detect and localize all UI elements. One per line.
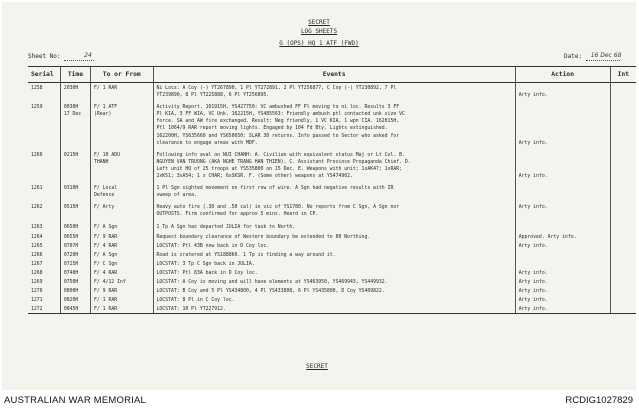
log-cell-to-from: [91, 277, 154, 286]
cell-line: [519, 125, 607, 132]
cell-line: F/ 1 RAR: [94, 307, 118, 313]
log-cell-to-from: [91, 304, 154, 314]
log-entry-row: [28, 231, 636, 241]
sheet-number-value: 24: [84, 52, 92, 59]
cell-line: LOCSTAT: A Coy is moving and will have elements at YS463950, YS469943, YS449932.: [156, 280, 388, 286]
log-cell-events: [153, 83, 515, 100]
sheet-number-label: Sheet No:: [28, 53, 61, 60]
log-cell-int: [610, 295, 636, 304]
cell-line: THANH: [94, 159, 109, 165]
log-cell-action: [515, 199, 610, 218]
cell-line: 1259: [31, 105, 43, 111]
log-cell-events: [153, 99, 515, 147]
cell-line: Activity Report. 161915H, YS427750: VC ambushed FF Pl moving to ni loc. Results 3 FF: [156, 105, 400, 111]
sheet-number: [28, 53, 94, 61]
log-cell-time: [60, 83, 90, 100]
cell-line: 0820H: [63, 298, 79, 304]
log-entry-row: [28, 295, 636, 304]
log-cell-serial: [28, 286, 60, 295]
date-value: 16 Dec 68: [590, 52, 622, 59]
log-cell-action: [515, 147, 610, 180]
log-cell-time: [60, 231, 90, 241]
cell-line: Road is cratered at YS188860. 1 Tp is finding a way around it.: [156, 252, 336, 258]
cell-line: 1268: [31, 270, 43, 276]
cell-line: Arty info.: [518, 298, 548, 304]
col-to-from: To or From: [91, 67, 154, 83]
log-cell-action: [515, 219, 610, 231]
cell-line: clearance to engage areas with MDF.: [156, 140, 258, 146]
cell-line: 1262: [31, 205, 43, 211]
cell-line: 1264: [31, 234, 43, 240]
cell-line: 1258: [31, 86, 43, 91]
cell-line: F/ 1 RAR: [94, 298, 118, 304]
cell-line: 1270: [31, 289, 43, 295]
log-cell-int: [610, 199, 636, 218]
log-cell-to-from: [91, 259, 154, 268]
log-cell-events: [153, 295, 515, 304]
log-cell-serial: [28, 231, 60, 241]
archive-footer: [0, 392, 639, 413]
cell-line: Heavy auto fire (.30 and .50 cal) in vic of YS1780. No reports from C Sgn, A Sgn nor: [156, 205, 400, 211]
cell-line: 0750H: [63, 280, 79, 286]
log-cell-events: [153, 219, 515, 231]
cell-line: F/ 9 RAR: [94, 289, 118, 295]
log-entry-row: [28, 277, 636, 286]
cell-line: F/ 4 RAR: [94, 270, 118, 276]
cell-line: F/ 4 RAR: [94, 243, 118, 249]
cell-line: 0720H: [63, 252, 79, 258]
archive-name: AUSTRALIAN WAR MEMORIAL: [4, 395, 147, 406]
log-cell-events: [153, 250, 515, 259]
cell-line: LOCSTAT: Ptl 43B now back in D Coy loc.: [156, 243, 270, 249]
document-title: LOG SHEETS: [300, 28, 338, 35]
log-cell-int: [610, 277, 636, 286]
cell-line: Left unit HQ of 25 troops at YS535800 on 15 Dec. E. Weapons with unit; 1xAK47; 1xRAR;: [156, 166, 402, 172]
cell-line: [519, 85, 607, 92]
cell-line: 1269: [31, 280, 43, 286]
cell-line: 0655H: [63, 234, 79, 240]
log-cell-time: [60, 147, 90, 180]
log-cell-to-from: [91, 295, 154, 304]
cell-line: 1261: [31, 186, 43, 192]
log-cell-serial: [28, 180, 60, 199]
log-cell-serial: [28, 199, 60, 218]
log-cell-int: [610, 147, 636, 180]
cell-line: 17 Dec: [63, 112, 82, 118]
log-cell-action: [515, 180, 610, 199]
cell-line: [519, 104, 607, 111]
log-entry-row: [28, 180, 636, 199]
cell-line: Ptl 1064/9 RAR report moving lights. Engaged by 104 Fd Bty. Lights extinguished.: [156, 126, 388, 132]
log-cell-int: [610, 268, 636, 277]
log-cell-serial: [28, 277, 60, 286]
log-cell-serial: [28, 250, 60, 259]
cell-line: F/ 9 RAR: [94, 234, 118, 240]
log-entry-row: [28, 99, 636, 147]
cell-line: [519, 118, 607, 125]
log-cell-int: [610, 286, 636, 295]
cell-line: 0800H: [63, 289, 79, 295]
log-cell-int: [610, 250, 636, 259]
log-cell-action: [515, 268, 610, 277]
cell-line: [519, 224, 607, 231]
log-cell-to-from: [91, 99, 154, 147]
log-entry-row: [28, 268, 636, 277]
log-cell-serial: [28, 295, 60, 304]
cell-line: F/ A Sgn: [94, 252, 118, 258]
cell-line: Arty info.: [518, 243, 548, 249]
log-entry-row: [28, 199, 636, 218]
log-cell-time: [60, 250, 90, 259]
log-cell-events: [153, 231, 515, 241]
log-cell-serial: [28, 241, 60, 250]
log-cell-to-from: [91, 83, 154, 100]
cell-line: Arty info.: [518, 270, 548, 276]
cell-line: 1267: [31, 261, 43, 267]
cell-line: F/ Arty: [94, 205, 115, 211]
cell-line: 1266: [31, 252, 43, 258]
cell-line: [519, 152, 607, 159]
cell-line: 2030H: [63, 86, 79, 91]
log-cell-action: [515, 241, 610, 250]
sheet-date: [564, 53, 620, 61]
log-cell-time: [60, 180, 90, 199]
cell-line: [519, 111, 607, 118]
col-int: Int: [610, 67, 636, 83]
cell-line: Arty info.: [518, 289, 548, 295]
log-cell-serial: [28, 99, 60, 147]
cell-line: F/ Local: [94, 186, 118, 192]
log-cell-int: [610, 180, 636, 199]
cell-line: force. SA and AW fire exchanged. Result: Neg friendly, 1 VC KIA, 1 wpn CIA. 162015H,: [156, 119, 400, 125]
log-cell-events: [153, 259, 515, 268]
log-cell-events: [153, 268, 515, 277]
cell-line: 0650H: [63, 224, 79, 230]
cell-line: F/ 10 ADU: [94, 152, 120, 158]
cell-line: 162200H, YS635660 and YS650650: SLAR 30 returns. Info passed to Sector who asked for: [156, 133, 400, 139]
log-cell-to-from: [91, 199, 154, 218]
classification-top: SECRET: [308, 19, 330, 26]
log-cell-to-from: [91, 241, 154, 250]
cell-line: [519, 192, 607, 199]
log-cell-time: [60, 199, 90, 218]
log-cell-serial: [28, 147, 60, 180]
cell-line: LOCSTAT: 10 Pl YT227912.: [156, 307, 226, 313]
cell-line: NGUYEN VAN TRUONG (AKA NGHE TRANG HAN THIEN). C. Assistant Province Propaganda Chief. D.: [156, 159, 411, 165]
log-cell-action: [515, 286, 610, 295]
cell-line: 0725H: [63, 261, 79, 267]
log-cell-action: [515, 83, 610, 100]
log-cell-time: [60, 295, 90, 304]
cell-line: 1263: [31, 224, 43, 230]
log-cell-action: [515, 231, 610, 241]
cell-line: 1 Pl Sgn sighted movement on first row of wire. A Sgn had negative results with IR: [156, 186, 394, 192]
cell-line: Defence: [94, 193, 115, 199]
col-time: Time: [60, 67, 90, 83]
cell-line: 0215H: [63, 152, 79, 158]
log-cell-action: [515, 250, 610, 259]
log-cell-time: [60, 304, 90, 314]
log-cell-int: [610, 259, 636, 268]
log-entry-row: [28, 219, 636, 231]
cell-line: Following info aval on NUI CHANH: A. Civilian with equivalent status Maj or Lt Col. B.: [156, 152, 405, 158]
cell-line: Approved. Arty info.: [518, 234, 577, 240]
log-cell-events: [153, 286, 515, 295]
log-table-header: [28, 67, 636, 83]
cell-line: 1260: [31, 152, 43, 158]
log-cell-action: [515, 295, 610, 304]
log-cell-time: [60, 277, 90, 286]
cell-line: [519, 185, 607, 192]
cell-line: 0515H: [63, 205, 79, 211]
cell-line: 0310H: [63, 186, 79, 192]
cell-line: F/ 1 RAR: [94, 86, 118, 91]
log-cell-events: [153, 304, 515, 314]
log-cell-events: [153, 241, 515, 250]
log-cell-int: [610, 231, 636, 241]
log-cell-serial: [28, 83, 60, 100]
cell-line: 1 Tp A Sgn has departed JULIA for task to North.: [156, 224, 296, 230]
cell-line: LOCSTAT: B Coy and 5 Pl YS434800, 4 Pl YS433808, 6 Pl YS435800, D Coy YS409822.: [156, 289, 385, 295]
cell-line: [519, 133, 607, 140]
log-cell-to-from: [91, 268, 154, 277]
cell-line: [519, 159, 607, 166]
cell-line: 1272: [31, 307, 43, 313]
cell-line: YT239890, 8 Pl YT225888, 6 Pl YT256895.: [156, 93, 270, 99]
cell-line: 0845H: [63, 307, 79, 313]
log-cell-serial: [28, 219, 60, 231]
log-cell-int: [610, 219, 636, 231]
log-cell-events: [153, 147, 515, 180]
cell-line: (Rear): [94, 112, 112, 118]
log-entry-row: [28, 241, 636, 250]
log-cell-events: [153, 180, 515, 199]
log-cell-to-from: [91, 231, 154, 241]
log-cell-serial: [28, 268, 60, 277]
log-cell-to-from: [91, 286, 154, 295]
log-cell-time: [60, 219, 90, 231]
cell-line: [519, 166, 607, 173]
log-cell-to-from: [91, 147, 154, 180]
log-table: [28, 66, 636, 314]
classification-bottom: SECRET: [306, 363, 328, 370]
log-table-body: [28, 83, 636, 314]
cell-line: LOCSTAT: 8 Pl in C Coy loc.: [156, 298, 235, 304]
cell-line: Arty info.: [518, 174, 548, 180]
log-cell-int: [610, 99, 636, 147]
log-cell-int: [610, 241, 636, 250]
cell-line: 0740H: [63, 270, 79, 276]
cell-line: 0707H: [63, 243, 79, 249]
cell-line: Pl KIA, 3 FF WIA, VC Unk. 162215H, YS485563: Friendly ambush ptl contacted unk size VC: [156, 112, 405, 118]
cell-line: 2xK51; 3xA54; 1 x CHAR; 6xSKSR. F. (Some other) weapons at YS474902.: [156, 174, 353, 180]
cell-line: [519, 252, 607, 259]
log-cell-time: [60, 241, 90, 250]
log-cell-time: [60, 259, 90, 268]
log-cell-action: [515, 277, 610, 286]
log-entry-row: [28, 304, 636, 314]
cell-line: F/ 4/12 Inf: [94, 280, 126, 286]
log-entry-row: [28, 147, 636, 180]
log-cell-to-from: [91, 180, 154, 199]
cell-line: Arty info.: [518, 93, 548, 99]
log-entry-row: [28, 259, 636, 268]
cell-line: 1265: [31, 243, 43, 249]
cell-line: [519, 211, 607, 218]
cell-line: 0030H: [63, 105, 79, 111]
cell-line: LOCSTAT: 3 Tp C Sgn back in JULIA.: [156, 261, 255, 267]
cell-line: F/ 1 ATF: [94, 105, 118, 111]
log-cell-serial: [28, 259, 60, 268]
log-entry-row: [28, 286, 636, 295]
log-cell-action: [515, 99, 610, 147]
cell-line: 1271: [31, 298, 43, 304]
log-cell-time: [60, 99, 90, 147]
col-action: Action: [515, 67, 610, 83]
cell-line: Arty info.: [518, 205, 548, 211]
log-cell-serial: [28, 304, 60, 314]
log-cell-int: [610, 83, 636, 100]
cell-line: Arty info.: [518, 140, 548, 146]
log-cell-events: [153, 199, 515, 218]
cell-line: LOCSTAT: Ptl 83A back in D Coy loc.: [156, 270, 258, 276]
date-label: Date:: [564, 53, 583, 60]
log-cell-to-from: [91, 219, 154, 231]
cell-line: Ni Locs: A Coy (-) YT267890, 1 Pl YT272891, 2 Pl YT256877, C Coy (-) YT230892, 7 Pl: [156, 86, 397, 91]
cell-line: OUTPOSTS. Firm confirmed for approx 5 mins. Heard in CP.: [156, 212, 319, 218]
log-cell-action: [515, 304, 610, 314]
cell-line: Request boundary clearance of Western boundary be extended to 80 Northing.: [156, 234, 371, 240]
log-cell-time: [60, 268, 90, 277]
log-entry-row: [28, 250, 636, 259]
cell-line: F/ A Sgn: [94, 224, 118, 230]
unit-heading: G (OPS) HQ 1 ATF (FWD): [279, 40, 359, 47]
col-events: Events: [153, 67, 515, 83]
log-cell-int: [610, 304, 636, 314]
cell-line: [519, 261, 607, 268]
log-entry-row: [28, 83, 636, 100]
log-cell-action: [515, 259, 610, 268]
log-cell-time: [60, 286, 90, 295]
cell-line: Arty info.: [518, 280, 548, 286]
document-reference: RCDIG1027829: [565, 395, 633, 406]
log-cell-events: [153, 277, 515, 286]
col-serial: Serial: [28, 67, 60, 83]
log-cell-to-from: [91, 250, 154, 259]
cell-line: Arty info.: [518, 307, 548, 313]
cell-line: F/ C Sgn: [94, 261, 118, 267]
cell-line: sweep of area.: [156, 193, 197, 199]
